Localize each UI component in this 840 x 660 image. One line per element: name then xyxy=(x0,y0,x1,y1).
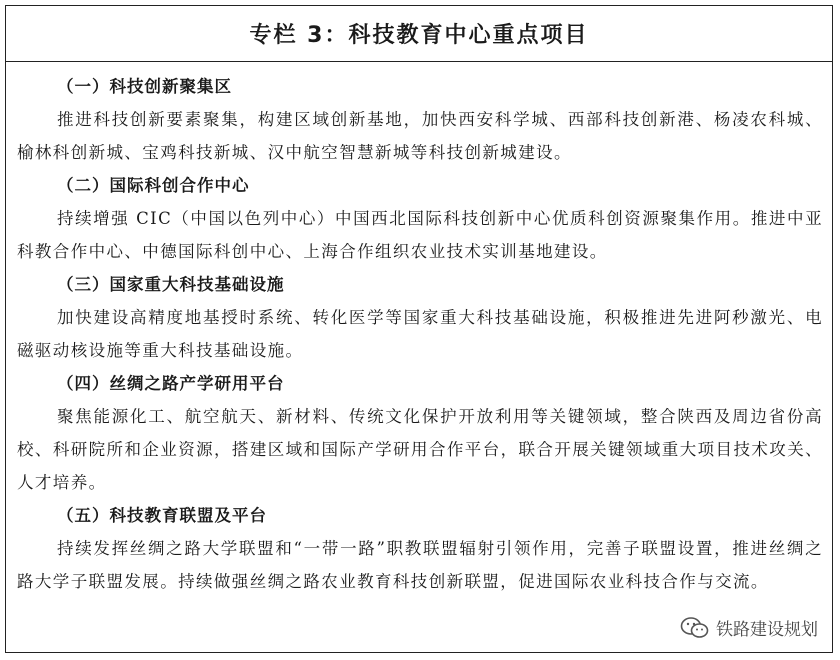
section-heading-2: （二）国际科创合作中心 xyxy=(57,176,250,195)
wechat-icon xyxy=(680,616,710,640)
section-heading-5: （五）科技教育联盟及平台 xyxy=(57,506,267,525)
page-title: 专栏 3：科技教育中心重点项目 xyxy=(249,23,589,48)
section-heading-4: （四）丝绸之路产学研用平台 xyxy=(57,374,285,393)
watermark-text: 铁路建设规划 xyxy=(716,620,818,640)
section-heading-1: （一）科技创新聚集区 xyxy=(57,77,232,96)
section-paragraph-3: 加快建设高精度地基授时系统、转化医学等国家重大科技基础设施，积极推进先进阿秒激光、电磁驱动核设施等重大科技基础设施。 xyxy=(17,308,823,360)
section-paragraph-2: 持续增强 CIC（中国以色列中心）中国西北国际科技创新中心优质科创资源聚集作用。推进中亚科教合作中心、中德国际科创中心、上海合作组织农业技术实训基地建设。 xyxy=(17,209,823,261)
watermark xyxy=(680,615,818,640)
section-paragraph-5: 持续发挥丝绸之路大学联盟和“一带一路”职教联盟辐射引领作用，完善子联盟设置，推进丝绸之路大学子联盟发展。持续做强丝绸之路农业教育科技创新联盟，促进国际农业科技合作与交流。 xyxy=(17,539,823,591)
content-area xyxy=(6,62,832,598)
column-box xyxy=(5,5,833,653)
section-paragraph-4: 聚焦能源化工、航空航天、新材料、传统文化保护开放利用等关键领域，整合陕西及周边省份高校、科研院所和企业资源，搭建区域和国际产学研用合作平台，联合开展关键领域重大项目技术攻关、人才培养。 xyxy=(17,407,823,492)
section-paragraph-1: 推进科技创新要素聚集，构建区域创新基地，加快西安科学城、西部科技创新港、杨凌农科城、榆林科创新城、宝鸡科技新城、汉中航空智慧新城等科技创新城建设。 xyxy=(17,110,823,162)
title-bar xyxy=(6,6,832,62)
section-heading-3: （三）国家重大科技基础设施 xyxy=(57,275,285,294)
